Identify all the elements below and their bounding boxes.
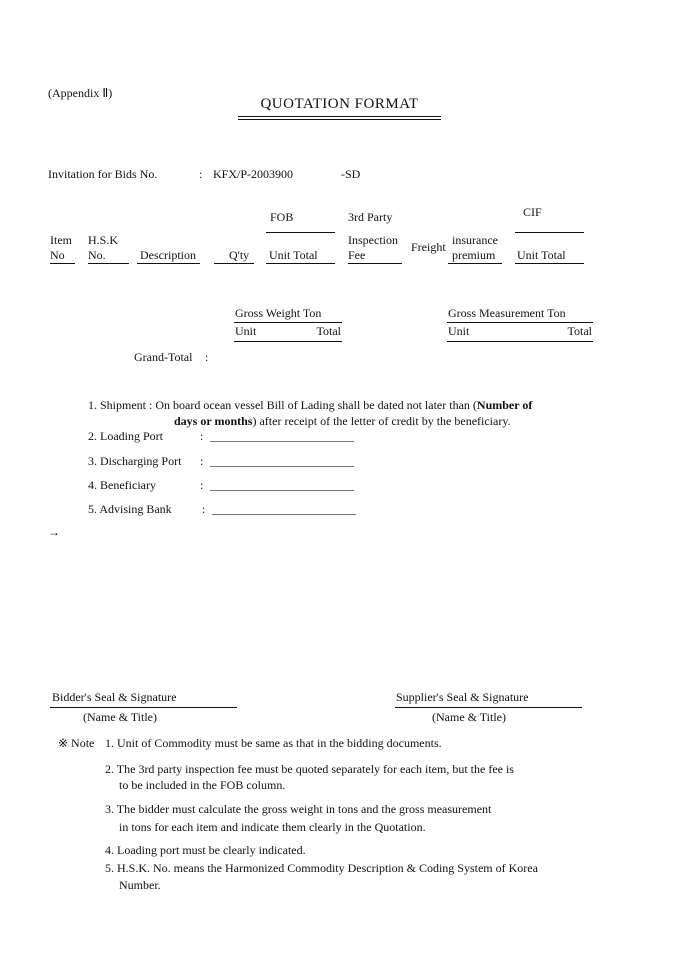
shipment-text: ) after receipt of the letter of credit by the beneficiary. [252,414,511,428]
loading-port-blank: ________________________ [210,429,354,443]
header-description: Description [140,248,196,262]
note-2-cont: to be included in the FOB column. [119,778,286,792]
arrow-icon: → [48,525,60,539]
term-discharging-port-label: 3. Discharging Port [88,454,182,468]
underline [50,263,75,264]
supplier-signature-label: Supplier's Seal & Signature [396,690,529,704]
gross-measurement-total: Total [567,324,592,338]
divider [234,341,342,342]
shipment-text: 1. Shipment : On board ocean vessel Bill of Lading shall be dated not later than ( [88,398,477,412]
header-fob: FOB [270,210,294,224]
shipment-bold: days or months [174,414,253,428]
term-beneficiary-label: 4. Beneficiary [88,478,156,492]
divider [447,322,593,323]
invitation-number: KFX/P-2003900 [213,167,294,181]
underline [214,263,254,264]
grand-total-colon: : [205,350,209,364]
header-item: Item [50,233,72,247]
title-underline [238,116,441,120]
fob-divider [266,232,335,233]
gross-measurement-title: Gross Measurement Ton [448,306,566,320]
underline [515,263,584,264]
page-title: QUOTATION FORMAT [260,96,419,112]
header-cif: CIF [523,205,542,219]
header-inspection: Inspection [348,233,398,247]
term-colon: : [200,478,204,492]
note-5-cont: Number. [119,878,161,892]
invitation-suffix: -SD [341,167,361,181]
grand-total-label: Grand-Total [134,350,193,364]
advising-bank-blank: ________________________ [212,502,356,516]
invitation-colon: : [199,167,203,181]
divider [234,322,342,323]
header-fob-unit-total: Unit Total [269,248,318,262]
header-hsk: H.S.K [88,233,119,247]
underline [88,263,129,264]
note-3: 3. The bidder must calculate the gross weight in tons and the gross measurement [105,802,492,816]
beneficiary-blank: ________________________ [210,478,354,492]
term-colon: : [200,429,204,443]
term-advising-bank-label: 5. Advising Bank [88,502,172,516]
header-cif-unit-total: Unit Total [517,248,566,262]
term-shipment [88,398,532,412]
underline [266,263,335,264]
header-freight: Freight [411,240,446,254]
supplier-signature-line [395,707,582,708]
header-qty: Q'ty [229,248,250,262]
shipment-bold: Number of [476,398,533,412]
gross-measurement-unit: Unit [448,324,470,338]
header-third-party: 3rd Party [348,210,393,224]
supplier-name-title: (Name & Title) [432,710,506,724]
header-fee: Fee [348,248,366,262]
invitation-label: Invitation for Bids No. [48,167,158,181]
note-3-cont: in tons for each item and indicate them clearly in the Quotation. [119,820,426,834]
term-colon: : [202,502,206,516]
note-2: 2. The 3rd party inspection fee must be quoted separately for each item, but the fee is [105,762,514,776]
term-loading-port-label: 2. Loading Port [88,429,163,443]
header-hsk-no: No. [88,248,106,262]
gross-weight-total: Total [316,324,341,338]
underline [448,263,502,264]
note-mark: ※ Note [58,736,95,750]
gross-weight-unit: Unit [235,324,257,338]
header-premium: premium [452,248,496,262]
divider [447,341,593,342]
header-item-no: No [50,248,65,262]
term-shipment-cont [174,414,511,428]
note-4: 4. Loading port must be clearly indicated. [105,843,306,857]
underline [137,263,200,264]
note-1: 1. Unit of Commodity must be same as that in the bidding documents. [105,736,442,750]
bidder-name-title: (Name & Title) [83,710,157,724]
term-colon: : [200,454,204,468]
cif-divider [515,232,584,233]
bidder-signature-label: Bidder's Seal & Signature [52,690,177,704]
note-5: 5. H.S.K. No. means the Harmonized Commodity Description & Coding System of Korea [105,861,538,875]
appendix-label: (Appendix Ⅱ) [48,86,113,100]
gross-weight-title: Gross Weight Ton [235,306,322,320]
bidder-signature-line [50,707,237,708]
header-insurance: insurance [452,233,498,247]
underline [348,263,402,264]
discharging-port-blank: ________________________ [210,454,354,468]
